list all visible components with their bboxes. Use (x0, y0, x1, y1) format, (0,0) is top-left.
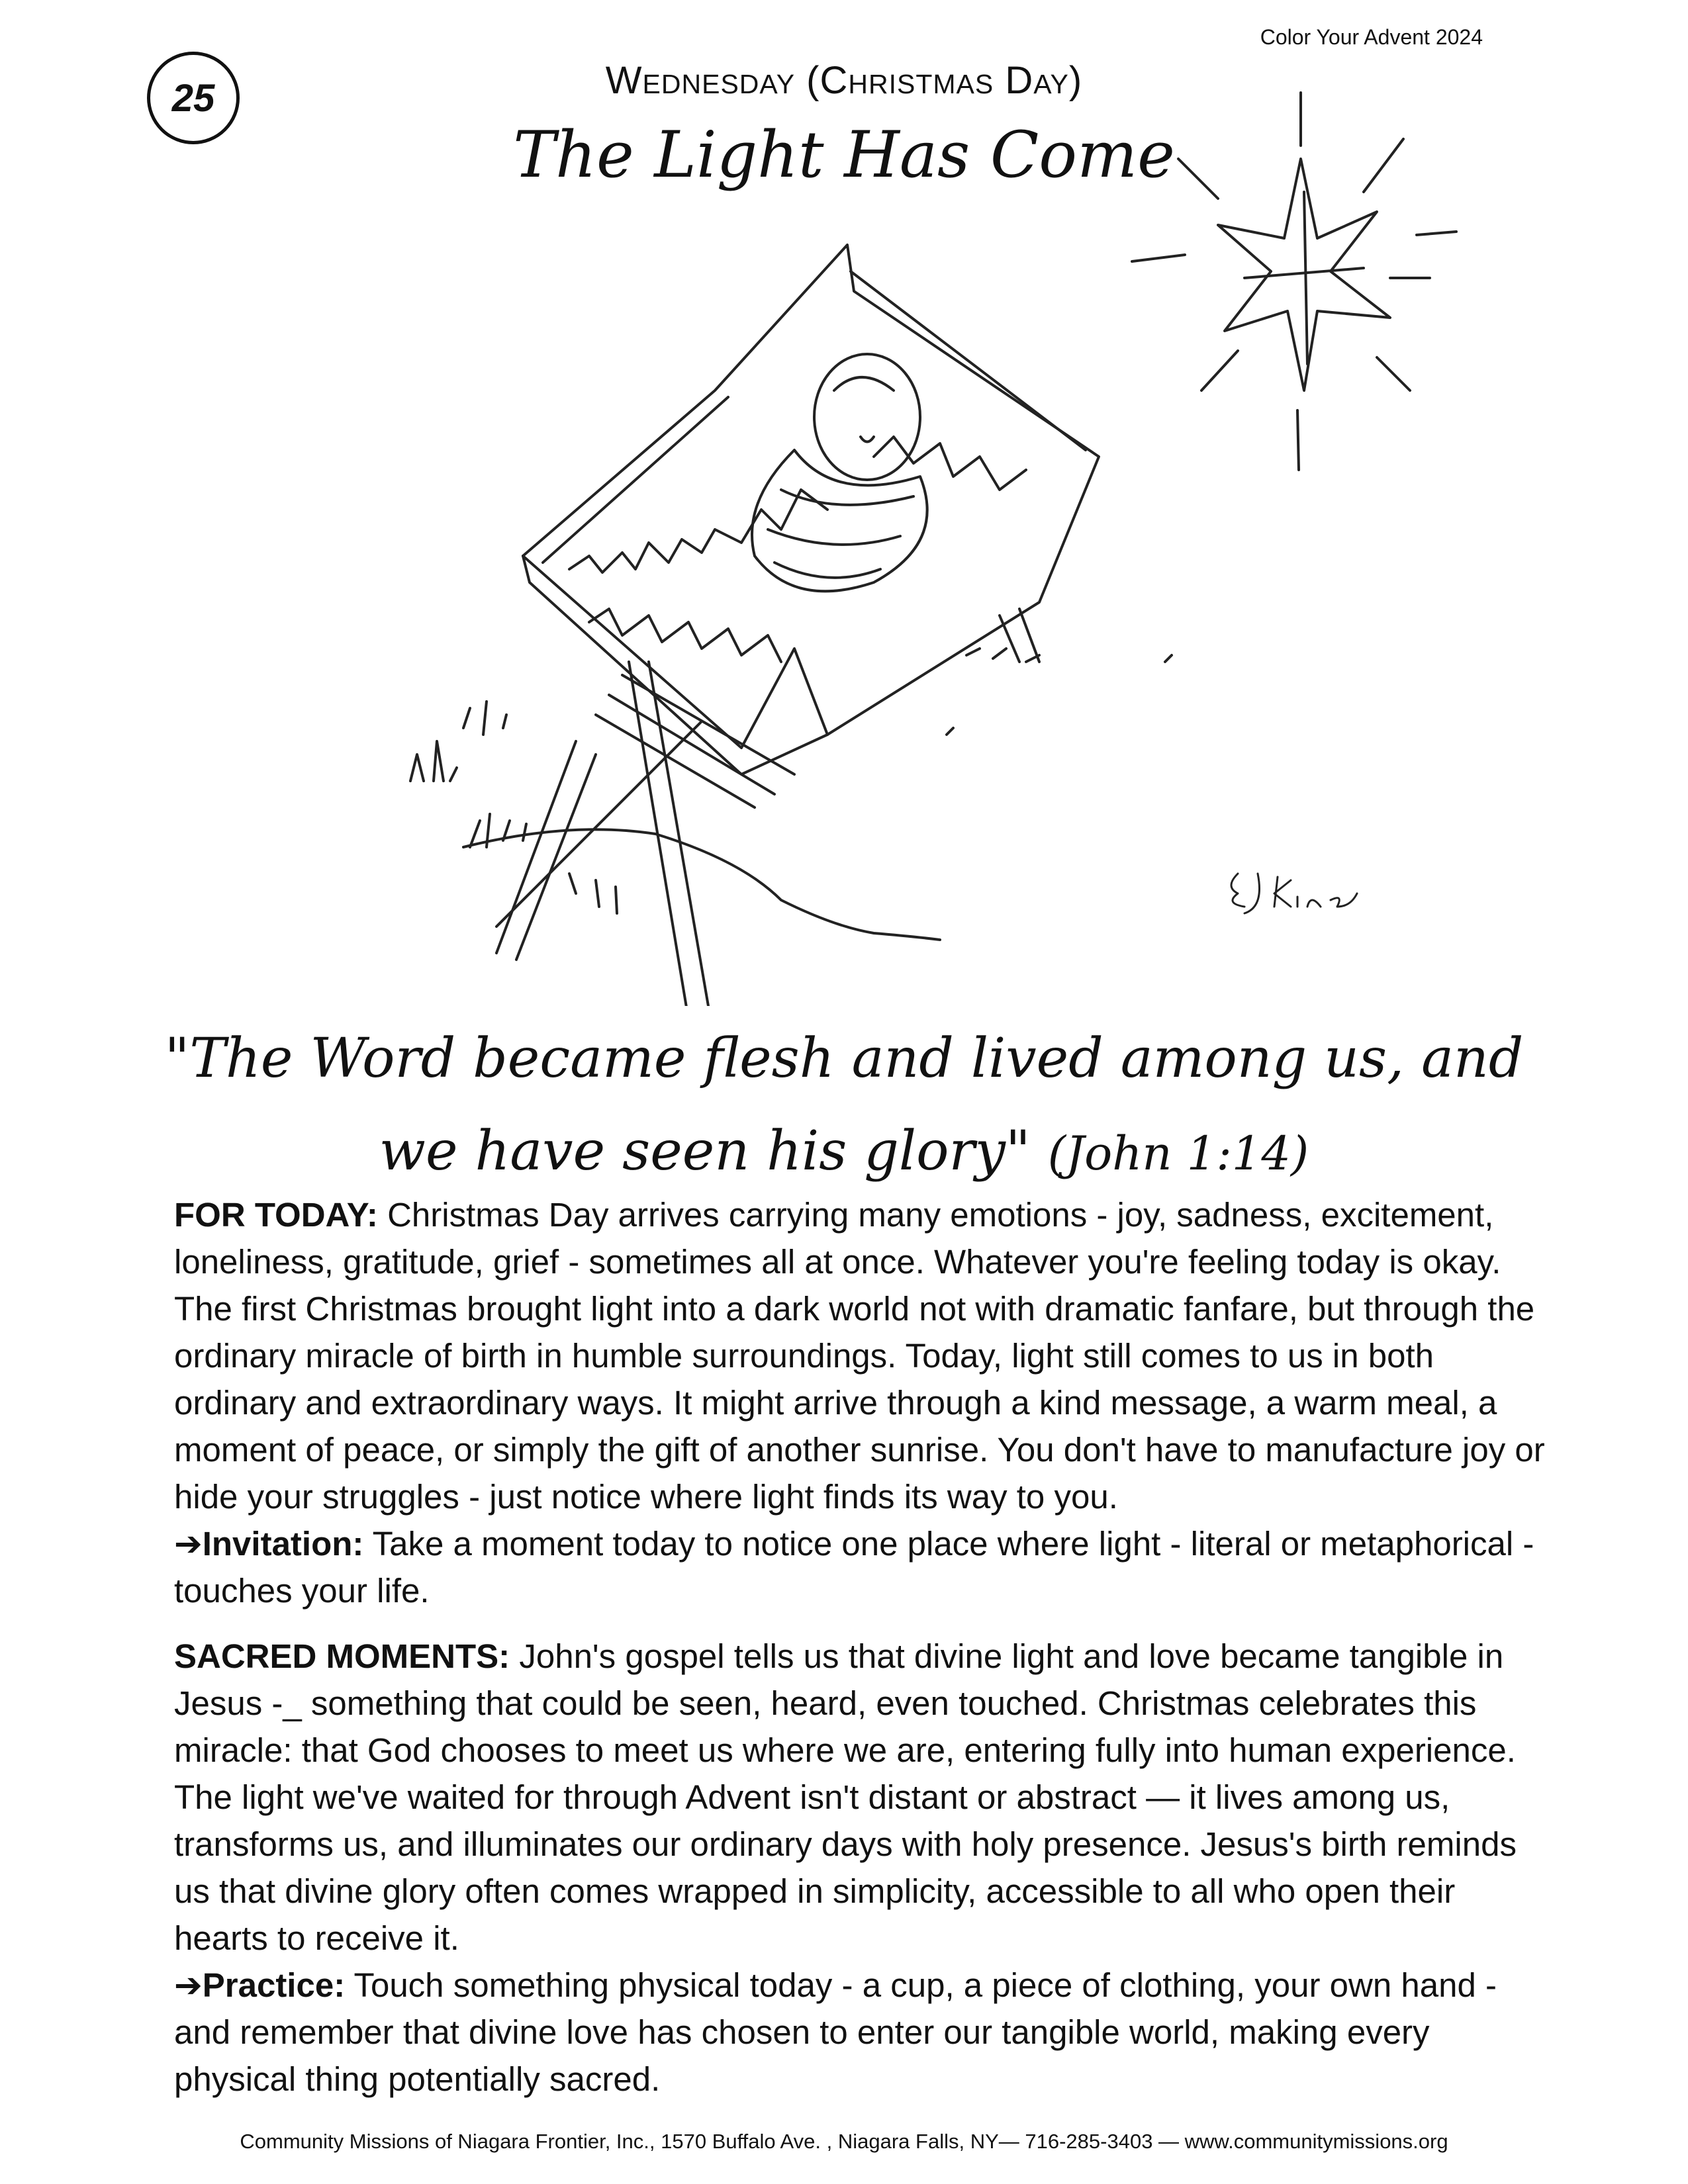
footer-contact: Community Missions of Niagara Frontier, Inc., 1570 Buffalo Ave. , Niagara Falls, NY— 716-285-3403 — www.communitymissions.org (240, 2130, 1448, 2153)
right-arrow-icon: ➔ (174, 1966, 203, 2004)
quote-line-2-text: we have seen his glory" (379, 1120, 1031, 1183)
page-title: The Light Has Come (513, 118, 1175, 192)
day-number-badge: 25 (147, 52, 240, 144)
ground-grass (410, 649, 1172, 940)
artist-signature (1231, 874, 1357, 913)
day-heading: Wednesday (Christmas Day) (605, 59, 1083, 102)
quote-line-1: "The Word became flesh and lived among us, and (164, 1027, 1524, 1090)
practice-text: Touch something physical today - a cup, a piece of clothing, your own hand - and remember that divine love has chosen to enter our tangible world, making every physical thing potentially sacred. (174, 1966, 1497, 2098)
series-label: Color Your Advent 2024 (1260, 25, 1483, 49)
star-icon (1132, 93, 1456, 470)
manger-illustration (371, 79, 1496, 1006)
scripture-quote (79, 1013, 1609, 1200)
invitation-label: Invitation: (202, 1525, 364, 1563)
sacred-moments-label: SACRED MOMENTS: (174, 1637, 510, 1675)
sacred-moments-section (174, 1633, 1551, 2103)
quote-reference: (John 1:14) (1047, 1126, 1309, 1181)
for-today-label: FOR TODAY: (174, 1196, 378, 1234)
right-arrow-icon: ➔ (174, 1525, 203, 1563)
devotional-body (174, 1191, 1551, 2121)
for-today-section (174, 1191, 1551, 1614)
practice-label: Practice: (202, 1966, 346, 2004)
quote-line-2 (79, 1105, 1609, 1200)
manger-shape (496, 245, 1099, 1006)
invitation-text: Take a moment today to notice one place where light - literal or metaphorical - touches your life. (174, 1525, 1534, 1610)
for-today-text: Christmas Day arrives carrying many emotions - joy, sadness, excitement, loneliness, gratitude, grief - sometimes all at once. Whatever you're feeling today is okay. The first Christmas brought light into a dark world not with dramatic fanfare, but through the ordinary miracle of birth in humble surroundings. Today, light still comes to us in both ordinary and extraordinary ways. It might arrive through a kind message, a warm meal, a moment of peace, or simply the gift of another sunrise. You don't have to manufacture joy or hide your struggles - just notice where light finds its way to you. (174, 1196, 1545, 1516)
sacred-moments-text: John's gospel tells us that divine light and love became tangible in Jesus -_ something that could be seen, heard, even touched. Christmas celebrates this miracle: that God chooses to meet us where we are, entering fully into human experience. The light we've waited for through Advent isn't distant or abstract — it lives among us, transforms us, and illuminates our ordinary days with holy presence. Jesus's birth reminds us that divine glory often comes wrapped in simplicity, accessible to all who open their hearts to receive it. (174, 1637, 1517, 1957)
